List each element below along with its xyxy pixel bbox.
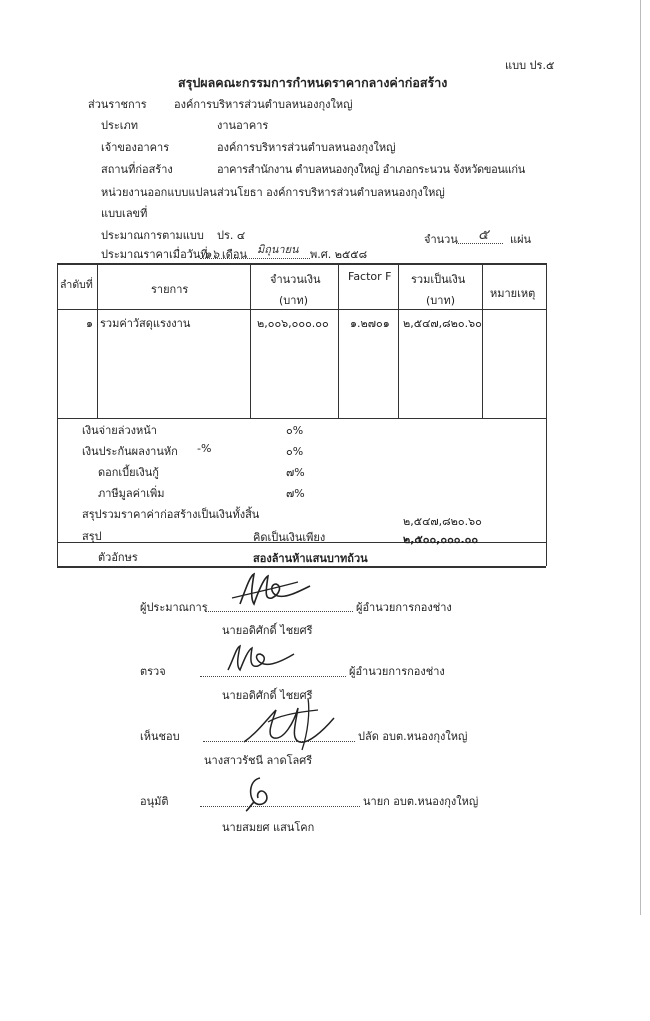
- row-total: ๒,๕๔๗,๘๒๐.๖๐: [403, 317, 482, 330]
- letters-value: สองล้านห้าแสนบาทถ้วน: [253, 552, 368, 565]
- col-header-amount: จำนวนเงิน: [270, 273, 321, 286]
- table-left-border: [57, 263, 58, 566]
- advance-value: ๐%: [286, 424, 304, 437]
- interest-label: ดอกเบี้ยเงินกู้: [98, 466, 159, 479]
- document-title: สรุปผลคณะกรรมการกำหนดราคากลางค่าก่อสร้าง: [178, 75, 448, 90]
- estimate-form-value: ปร. ๔: [217, 229, 246, 242]
- sign-role-label: ตรวจ: [140, 665, 166, 678]
- table-header-bottom: [57, 309, 546, 310]
- col-header-total: รวมเป็นเงิน: [411, 273, 466, 286]
- conclude-value: ๒,๕๐๐,๐๐๐.๐๐: [403, 533, 479, 546]
- interest-value: ๗%: [286, 466, 305, 479]
- col-divider-5: [482, 263, 483, 418]
- col-header-item: รายการ: [151, 283, 189, 296]
- designer-value: ส่วนโยธา องค์การบริหารส่วนตำบลหนองกุงใหญ่: [217, 186, 445, 199]
- site-value: อาคารสำนักงาน ตำบลหนองกุงใหญ่ อำเภอกระนวน จังหวัดขอนแก่น: [217, 163, 525, 176]
- sign-role-label: เห็นชอบ: [140, 730, 180, 743]
- letters-label: ตัวอักษร: [98, 551, 138, 564]
- sign-name: นายอดิศักดิ์ ไชยศรี: [222, 689, 313, 702]
- date-month: มิถุนายน: [257, 243, 299, 256]
- date-year: พ.ศ. ๒๕๕๘: [310, 248, 368, 261]
- col-header-total-unit: (บาท): [426, 294, 455, 307]
- handwritten-signature: [218, 636, 298, 678]
- conclude-text: คิดเป็นเงินเพียง: [253, 531, 326, 544]
- date-dotted-line: [200, 258, 310, 259]
- agency-value: องค์การบริหารส่วนตำบลหนองกุงใหญ่: [174, 98, 353, 111]
- conclude-label: สรุป: [82, 530, 102, 543]
- handwritten-signature: [228, 568, 318, 613]
- estimate-form-label: ประมาณการตามแบบ: [101, 229, 204, 242]
- sign-name: นางสาวรัชนี ลาดโลศรี: [204, 754, 313, 767]
- page-edge-line: [640, 0, 641, 915]
- col-divider-2: [250, 263, 251, 418]
- owner-label: เจ้าของอาคาร: [101, 141, 170, 154]
- col-divider-3: [338, 263, 339, 418]
- vat-label: ภาษีมูลค่าเพิ่ม: [98, 487, 165, 500]
- col-header-no: ลำดับที่: [60, 279, 93, 291]
- col-header-note: หมายเหตุ: [490, 287, 536, 300]
- owner-value: องค์การบริหารส่วนตำบลหนองกุงใหญ่: [217, 141, 396, 154]
- count-label: จำนวน: [424, 233, 458, 246]
- sign-position: ปลัด อบต.หนองกุงใหญ่: [358, 730, 468, 743]
- guarantee-label: เงินประกันผลงานหัก: [82, 445, 178, 458]
- sign-position: ผู้อำนวยการกองช่าง: [349, 665, 445, 678]
- col-header-amount-unit: (บาท): [279, 294, 308, 307]
- handwritten-signature: [240, 772, 280, 812]
- sign-role-label: ผู้ประมาณการ: [140, 601, 208, 614]
- vat-value: ๗%: [286, 487, 305, 500]
- sign-role-label: อนุมัติ: [140, 795, 169, 808]
- row-item: รวมค่าวัสดุแรงงาน: [100, 317, 191, 330]
- form-code: แบบ ปร.๕: [505, 59, 555, 72]
- handwritten-signature: [238, 692, 358, 756]
- sign-position: นายก อบต.หนองกุงใหญ่: [363, 795, 479, 808]
- date-label: ประมาณราคาเมื่อวันที่: [101, 248, 208, 261]
- row-factor: ๑.๒๗๐๑: [350, 317, 390, 330]
- col-divider-4: [398, 263, 399, 418]
- guarantee-pct: -%: [197, 442, 212, 455]
- sign-name: นายอดิศักดิ์ ไชยศรี: [222, 624, 313, 637]
- sign-position: ผู้อำนวยการกองช่าง: [356, 601, 452, 614]
- count-unit: แผ่น: [510, 233, 532, 246]
- type-value: งานอาคาร: [217, 119, 269, 132]
- advance-label: เงินจ่ายล่วงหน้า: [82, 424, 157, 437]
- total-label: สรุปรวมราคาค่าก่อสร้างเป็นเงินทั้งสิ้น: [82, 508, 260, 521]
- guarantee-value: ๐%: [286, 445, 304, 458]
- designer-label: หน่วยงานออกแบบแปลน: [101, 186, 217, 199]
- sign-dotted-line: [200, 806, 360, 807]
- date-month-label: เดือน: [222, 248, 248, 261]
- row-no: ๑: [86, 317, 93, 330]
- site-label: สถานที่ก่อสร้าง: [101, 163, 173, 176]
- type-label: ประเภท: [101, 119, 139, 132]
- plan-no-label: แบบเลขที่: [101, 207, 148, 220]
- sign-name: นายสมยศ แสนโคก: [222, 821, 315, 834]
- agency-label: ส่วนราชการ: [88, 98, 147, 111]
- row-amount: ๒,๐๐๖,๐๐๐.๐๐: [257, 317, 329, 330]
- count-value: ๕: [478, 227, 489, 243]
- table-top-border: [57, 263, 546, 265]
- total-value: ๒,๕๔๗,๘๒๐.๖๐: [403, 515, 482, 528]
- col-divider-1: [97, 263, 98, 418]
- table-body-bottom: [57, 418, 546, 419]
- date-day: ๑๖: [204, 247, 220, 261]
- table-right-border: [546, 263, 547, 566]
- col-header-factor: Factor F: [348, 270, 392, 283]
